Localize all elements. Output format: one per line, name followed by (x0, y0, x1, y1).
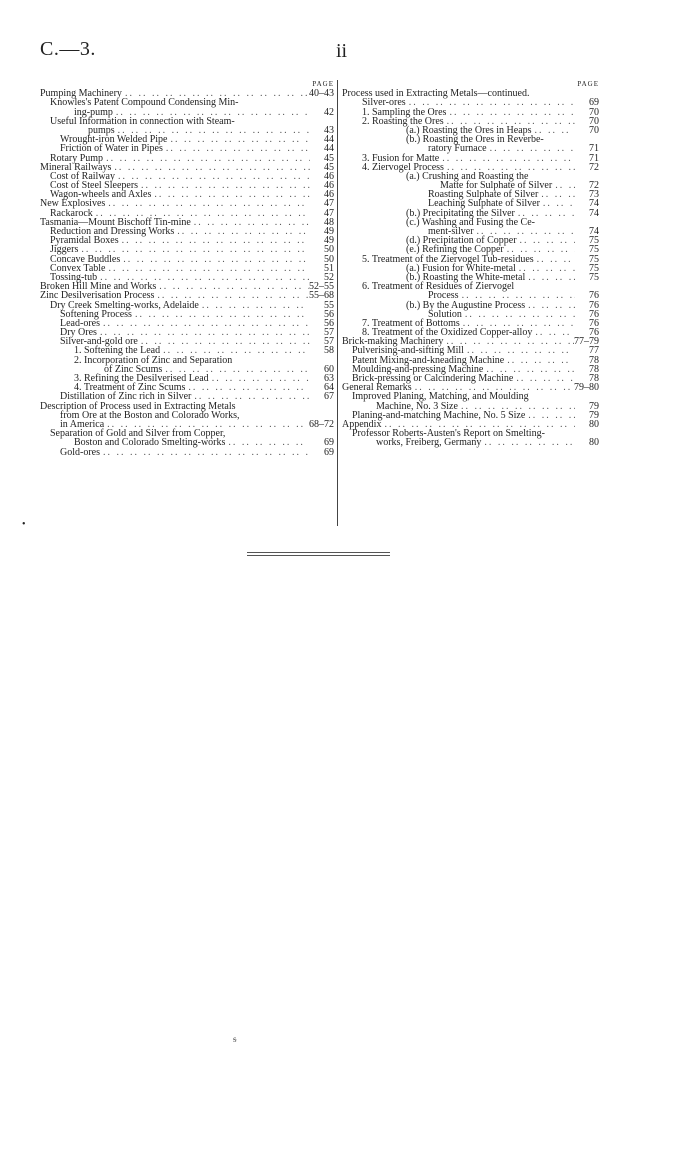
toc-entry-page: 68–72 (309, 418, 334, 430)
toc-entry-title: 4. Treatment of Zinc Scums (74, 382, 186, 394)
toc-entry-title: Patent Mixing-and-kneading Machine (352, 354, 505, 366)
toc-entry-title: Brick-pressing or Calcindering Machine (352, 373, 514, 384)
leader-dots (103, 154, 310, 163)
toc-entry-title: Silver-and-gold ore (60, 336, 138, 348)
toc-entry-title: ratory Furnace (428, 143, 487, 155)
leader-dots (185, 383, 310, 392)
toc-entry-title: Tossing-tub (50, 271, 98, 283)
toc-entry-title: Description of Process used in Extracting Metals (40, 400, 236, 412)
leader-dots (138, 337, 310, 346)
toc-entry-title: 7. Treatment of Bottoms (362, 317, 460, 329)
toc-entry-page: 44 (324, 134, 334, 146)
leader-dots (525, 273, 575, 282)
toc-entry-page: 57 (324, 336, 334, 348)
leader-dots (132, 310, 310, 319)
toc-entry-page: 69 (589, 97, 599, 109)
toc-entry-page: 60 (324, 363, 334, 375)
leader-dots (163, 144, 310, 153)
toc-entry-title: Moulding-and-pressing Machine (352, 363, 484, 375)
toc-entry-page: 58 (324, 345, 334, 357)
toc-entry-page: 74 (589, 198, 599, 210)
toc-entry-page: 76 (589, 299, 599, 311)
toc-entry-page: 69 (324, 446, 334, 458)
toc-entry-title: Rackarock (50, 207, 93, 219)
leader-dots (534, 255, 575, 264)
toc-entry-title: Process used in Extracting Metals—continued. (342, 88, 530, 100)
toc-entry-page: 64 (324, 382, 334, 394)
toc-entry-page: 47 (324, 198, 334, 210)
toc-entry-title: 3. Refining the Desilverised Lead (74, 373, 209, 384)
toc-entry (40, 236, 334, 245)
leader-dots (138, 181, 310, 190)
toc-entry-page: 71 (589, 152, 599, 164)
toc-entry-page: 70 (589, 106, 599, 118)
toc-entry-page: 70 (589, 115, 599, 127)
toc-entry-title: 5. Treatment of the Ziervogel Tub-residues (362, 253, 534, 265)
toc-entry-title: (d.) Precipitation of Copper (406, 235, 517, 247)
toc-entry-page: 69 (324, 437, 334, 449)
toc-entry-page: 46 (324, 170, 334, 182)
toc-entry-page: 78 (589, 354, 599, 366)
toc-entry-page: 75 (589, 262, 599, 274)
leader-dots (513, 374, 575, 383)
toc-entry-page: 55 (324, 299, 334, 311)
toc-entry (40, 117, 334, 126)
toc-entry-page: 77 (589, 345, 599, 357)
leader-dots (174, 227, 310, 236)
toc-entry-title: Friction of Water in Pipes (60, 143, 163, 155)
toc-entry (342, 438, 599, 447)
toc-entry-page: 79–80 (574, 382, 599, 394)
toc-entry-title: in America (60, 418, 105, 430)
toc-entry-title: (b.) By the Augustine Process (406, 299, 526, 311)
toc-left-column (40, 80, 334, 457)
toc-entry-page: 76 (589, 327, 599, 339)
toc-entry-title: 8. Treatment of the Oxidized Copper-alloy (362, 327, 533, 339)
toc-entry-title: Brick-making Machinery (342, 336, 444, 348)
toc-entry-page: 42 (324, 106, 334, 118)
toc-entry-title: 6. Treatment of Residues of Ziervogel (362, 281, 515, 293)
toc-entry-title: Pulverising-and-sifting Mill (352, 345, 464, 357)
toc-entry-title: Lead-ores (60, 317, 100, 329)
toc-entry-title: Gold-ores (60, 446, 100, 458)
leader-dots (100, 319, 310, 328)
toc-entry-title: Pyramidal Boxes (50, 235, 119, 247)
toc-entry-page: 78 (589, 363, 599, 375)
leader-dots (106, 264, 311, 273)
toc-entry-page: 49 (324, 226, 334, 237)
toc-entry-title: ing-pump (74, 106, 113, 118)
toc-entry-title: from Ore at the Boston and Colorado Works, (60, 409, 240, 421)
toc-entry-title: Improved Planing, Matching, and Moulding (352, 391, 529, 403)
toc-entry-page: 57 (324, 327, 334, 339)
toc-entry-page: 79 (589, 409, 599, 421)
toc-entry-title: (a.) Roasting the Ores in Heaps (406, 124, 532, 136)
toc-entry-title: Planing-and-matching Machine, No. 5 Size (352, 409, 526, 421)
toc-entry-page: 76 (589, 308, 599, 320)
toc-entry (40, 356, 334, 365)
toc-entry-title: 1. Softening the Lead (74, 345, 161, 357)
toc-entry-title: Leaching Sulphate of Silver (428, 198, 540, 210)
toc-entry-title: Knowles's Patent Compound Condensing Min- (50, 97, 239, 109)
leader-dots (517, 236, 575, 245)
toc-entry-title: Wagon-wheels and Axles (50, 189, 152, 201)
toc-entry-title: Reduction and Dressing Works (50, 226, 175, 237)
toc-entry-title: New Explosives (40, 198, 106, 210)
toc-entry-title: Roasting Sulphate of Silver (428, 189, 539, 201)
toc-entry-title: Silver-ores (362, 97, 406, 109)
toc-entry-page: 75 (589, 271, 599, 283)
toc-entry-page: 56 (324, 308, 334, 320)
leader-dots (552, 181, 575, 190)
toc-entry-page: 76 (589, 317, 599, 329)
toc-entry (342, 301, 599, 310)
toc-entry-page: 47 (324, 207, 334, 219)
leader-dots (446, 108, 575, 117)
leader-dots (199, 301, 310, 310)
toc-entry-title: 3. Fusion for Matte (362, 152, 440, 164)
toc-entry-title: Distillation of Zinc rich in Silver (60, 391, 192, 403)
leader-dots (151, 190, 310, 199)
toc-entry-title: Dry Ores (60, 327, 97, 339)
toc-entry-title: Cost of Steel Sleepers (50, 180, 139, 192)
toc-entry-title: works, Freiberg, Germany (376, 437, 482, 449)
toc-entry-page: 52 (324, 271, 334, 283)
toc-entry-page: 75 (589, 244, 599, 256)
toc-entry-title: pumps (88, 124, 115, 136)
toc-entry-page: 46 (324, 180, 334, 192)
toc-entry-title: Wrought-iron Welded Pipe (60, 134, 168, 146)
toc-entry-page: 70 (589, 124, 599, 136)
toc-entry-title: (b.) Precipitating the Silver (406, 207, 515, 219)
toc-left-entries (40, 89, 334, 457)
leader-dots (115, 172, 310, 181)
toc-entry-page: 79 (589, 400, 599, 412)
toc-entry-page: 44 (324, 143, 334, 155)
section-end-rule (247, 552, 390, 558)
toc-entry-page: 50 (324, 253, 334, 265)
leader-dots (487, 144, 575, 153)
page-column-heading: PAGE (577, 80, 599, 88)
toc-entry-title: Softening Process (60, 308, 132, 320)
margin-dot: • (22, 519, 26, 530)
toc-entry (40, 448, 334, 457)
toc-entry-title: (c.) Washing and Fusing the Ce- (406, 216, 535, 228)
toc-entry-title: (e.) Refining the Copper (406, 244, 504, 256)
toc-entry-page: 43 (324, 124, 334, 136)
toc-entry-page: 55–68 (309, 290, 334, 302)
toc-entry-title: Zinc Desilverisation Process (40, 290, 155, 302)
toc-entry-title: Mineral Railways (40, 161, 112, 173)
leader-dots (105, 199, 310, 208)
toc-entry-title: Dry Creek Smelting-works, Adelaide (50, 299, 199, 311)
toc-entry-page: 45 (324, 152, 334, 164)
leader-dots (100, 448, 310, 457)
toc-entry-page: 75 (589, 253, 599, 265)
toc-entry-title: 2. Roasting the Ores (362, 115, 444, 127)
leader-dots (120, 255, 310, 264)
leader-dots (191, 218, 310, 227)
toc-entry-page: 74 (589, 226, 599, 237)
leader-dots (156, 282, 309, 291)
toc-entry-page: 77–79 (574, 336, 599, 348)
toc-entry-title: 1. Sampling the Ores (362, 106, 447, 118)
toc-entry-title: Broken Hill Mine and Works (40, 281, 157, 293)
toc-entry-page: 74 (589, 207, 599, 219)
toc-entry-title: Process (428, 290, 459, 302)
toc-entry-title: (a.) Fusion for White-metal (406, 262, 516, 274)
toc-entry-title: 4. Ziervogel Process (362, 161, 444, 173)
toc-entry-page: 51 (324, 262, 334, 274)
toc-entry-page: 56 (324, 317, 334, 329)
leader-dots (540, 199, 575, 208)
toc-entry-page: 46 (324, 189, 334, 201)
page-column-heading: PAGE (312, 80, 334, 88)
toc-entry-page: 71 (589, 143, 599, 155)
toc-entry-page: 75 (589, 235, 599, 247)
toc-entry-title: Convex Table (50, 262, 106, 274)
toc-right-column (342, 80, 599, 448)
toc-entry-page: 48 (324, 216, 334, 228)
toc-entry-title: Useful Information in connection with Steam- (50, 115, 235, 127)
toc-entry-title: 2. Incorporation of Zinc and Separation (74, 354, 233, 366)
toc-entry-title: Appendix (342, 418, 382, 430)
toc-entry-page: 80 (589, 437, 599, 449)
toc-entry-page: 72 (589, 161, 599, 173)
toc-right-entries (342, 89, 599, 447)
toc-entry-title: Pumping Machinery (40, 88, 122, 100)
leader-dots (167, 135, 310, 144)
leader-dots (225, 438, 310, 447)
toc-entry-title: Tasmania—Mount Bischoff Tin-mine (40, 216, 191, 228)
toc-entry-title: Concave Buddles (50, 253, 121, 265)
toc-entry-page: 52–55 (309, 281, 334, 293)
toc-entry-title: Rotary Pump (50, 152, 104, 164)
column-divider (337, 80, 338, 526)
leader-dots (119, 236, 310, 245)
toc-entry-title: Separation of Gold and Silver from Copper, (50, 428, 226, 440)
leader-dots (538, 190, 575, 199)
leader-dots (481, 438, 575, 447)
toc-entry-title: Boston and Colorado Smelting-works (74, 437, 226, 449)
toc-entry-page: 72 (589, 180, 599, 192)
toc-entry-page: 76 (589, 290, 599, 302)
leader-dots (504, 356, 575, 365)
printer-mark: ᵴ (233, 1034, 237, 1044)
leader-dots (111, 163, 310, 172)
toc-entry-page: 40–43 (309, 88, 334, 100)
toc-entry-title: (b.) Roasting the Ores in Reverbe- (406, 134, 544, 146)
toc-entry-title: General Remarks (342, 382, 412, 394)
toc-entry-title: Jiggers (50, 244, 79, 256)
leader-dots (525, 411, 575, 420)
toc-entry-page: 45 (324, 161, 334, 173)
toc-entry-page: 78 (589, 373, 599, 384)
toc-entry-page: 80 (589, 418, 599, 430)
toc-entry-title: Solution (428, 308, 462, 320)
leader-dots (532, 328, 575, 337)
toc-entry-title: Professor Roberts-Austen's Report on Smelting- (352, 428, 545, 440)
leader-dots (209, 374, 310, 383)
leader-dots (439, 154, 575, 163)
toc-entry-page: 73 (589, 189, 599, 201)
toc-entry-title: (a.) Crushing and Roasting the (406, 170, 529, 182)
toc-entry-page: 63 (324, 373, 334, 384)
toc-entry-page: 49 (324, 235, 334, 247)
toc-entry-page: 50 (324, 244, 334, 256)
document-code: C.—3. (40, 38, 96, 60)
toc-entry-title: (b.) Roasting the White-metal (406, 271, 526, 283)
toc-entry (342, 282, 599, 291)
leader-dots (462, 310, 575, 319)
toc-entry-title: Matte for Sulphate of Silver (440, 180, 553, 192)
toc-entry-title: of Zinc Scums (104, 363, 163, 375)
page-number: ii (336, 40, 348, 62)
toc-entry-title: Machine, No. 3 Size (376, 400, 458, 412)
toc-entry-page: 67 (324, 391, 334, 403)
toc-entry-title: ment-silver (428, 226, 474, 237)
toc-entry-title: Cost of Railway (50, 170, 115, 182)
leader-dots (525, 301, 575, 310)
